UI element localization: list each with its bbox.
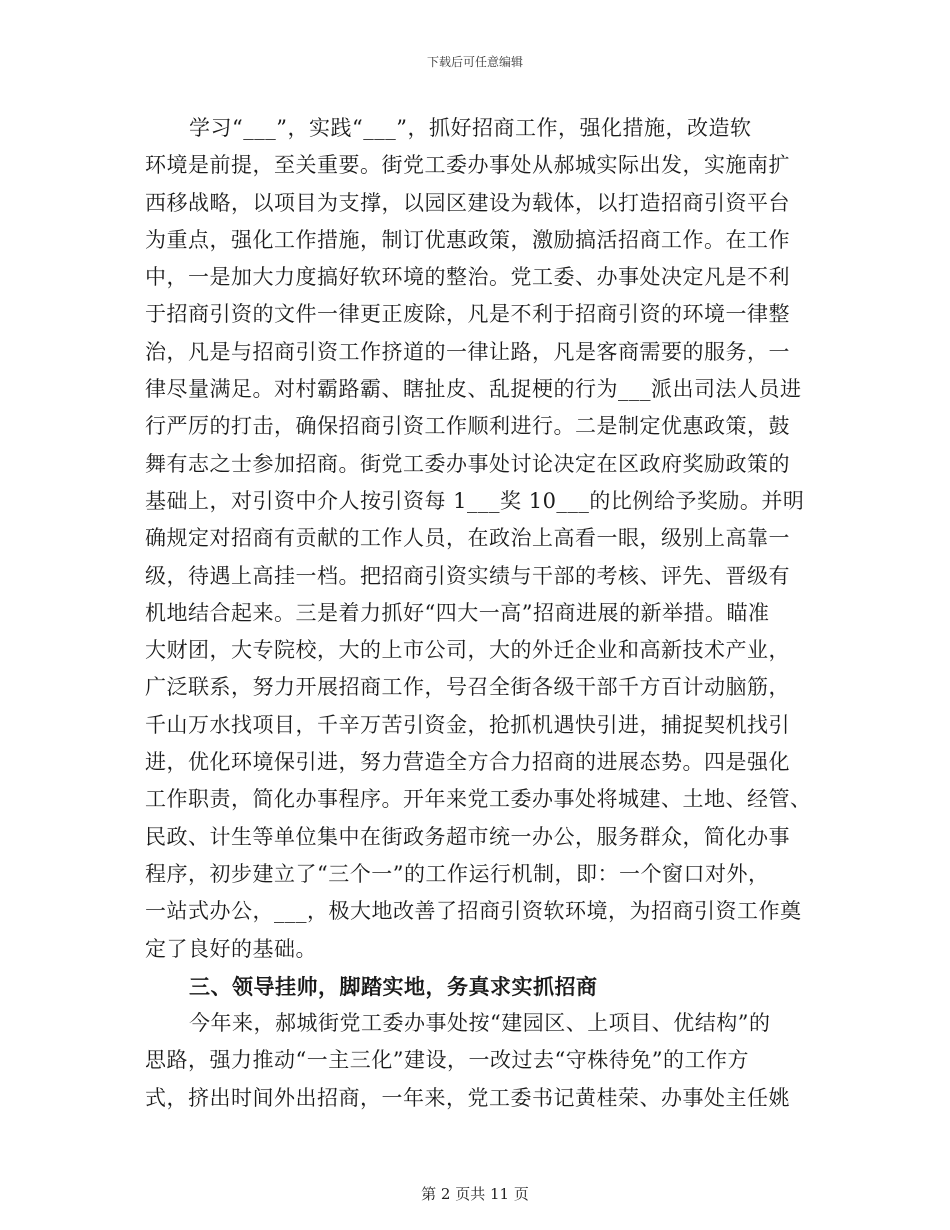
paragraph-line: 为重点，强化工作措施，制订优惠政策，激励搞活招商工作。在工作 — [145, 227, 790, 252]
paragraph-line: 西移战略，以项目为支撑，以园区建设为载体，以打造招商引资平台 — [145, 190, 790, 215]
paragraph-line: 今年来，郝城街党工委办事处按“建园区、上项目、优结构”的 — [189, 1011, 771, 1036]
page-footer: 第 2 页共 11 页 — [421, 1185, 529, 1203]
paragraph-line: 机地结合起来。三是着力抓好“四大一高”招商进展的新举措。瞄准 — [145, 600, 770, 625]
paragraph-line: 舞有志之士参加招商。街党工委办事处讨论决定在区政府奖励政策的 — [145, 451, 790, 476]
paragraph-line: 基础上，对引资中介人按引资每 1___奖 10___的比例给予奖励。并明 — [145, 488, 805, 513]
paragraph-line: 级，待遇上高挂一档。把招商引资实绩与干部的考核、评先、晋级有 — [145, 563, 790, 588]
paragraph-line: 广泛联系，努力开展招商工作，号召全街各级干部千方百计动脑筋， — [145, 675, 790, 700]
paragraph-line: 思路，强力推动“一主三化”建设，一改过去“守株待免”的工作方 — [145, 1048, 749, 1073]
paragraph-line: 工作职责，简化办事程序。开年来党工委办事处将城建、土地、经管、 — [145, 787, 812, 812]
page-header: 下载后可任意编辑 — [426, 55, 523, 69]
paragraph-line: 确规定对招商有贡献的工作人员，在政治上高看一眼，级别上高靠一 — [145, 526, 790, 551]
paragraph-line: 一站式办公，___，极大地改善了招商引资软环境，为招商引资工作奠 — [145, 899, 802, 924]
paragraph-line: 于招商引资的文件一律更正废除，凡是不利于招商引资的环境一律整 — [145, 302, 790, 327]
paragraph-line: 式，挤出时间外出招商，一年来，党工委书记黄桂荣、办事处主任姚 — [145, 1085, 790, 1110]
paragraph-line: 中，一是加大力度搞好软环境的整治。党工委、办事处决定凡是不利 — [145, 265, 790, 290]
paragraph-line: 千山万水找项目，千辛万苦引资金，抢抓机遇快引进，捕捉契机找引 — [145, 712, 790, 737]
paragraph-line: 程序，初步建立了“三个一”的工作运行机制，即：一个窗口对外， — [145, 861, 770, 886]
paragraph-line: 学习“___”，实践“___”，抓好招商工作，强化措施，改造软 — [189, 116, 752, 140]
paragraph-line: 环境是前提，至关重要。街党工委办事处从郝城实际出发，实施南扩 — [145, 153, 790, 178]
section-heading: 三、领导挂帅，脚踏实地，务真求实抓招商 — [189, 973, 598, 999]
paragraph-line: 行严厉的打击，确保招商引资工作顺利进行。二是制定优惠政策，鼓 — [145, 414, 790, 439]
document-body — [145, 110, 812, 1117]
paragraph-line: 大财团，大专院校，大的上市公司，大的外迁企业和高新技术产业， — [145, 638, 790, 663]
paragraph-line: 进，优化环境保引进，努力营造全方合力招商的进展态势。四是强化 — [145, 750, 790, 775]
paragraph-line: 治，凡是与招商引资工作挤道的一律让路，凡是客商需要的服务，一 — [145, 339, 790, 364]
paragraph-line: 定了良好的基础。 — [145, 936, 317, 961]
paragraph-line: 律尽量满足。对村霸路霸、瞎扯皮、乱捉梗的行为___派出司法人员进 — [145, 377, 802, 402]
paragraph-line: 民政、计生等单位集中在街政务超市统一办公，服务群众，简化办事 — [145, 824, 790, 849]
